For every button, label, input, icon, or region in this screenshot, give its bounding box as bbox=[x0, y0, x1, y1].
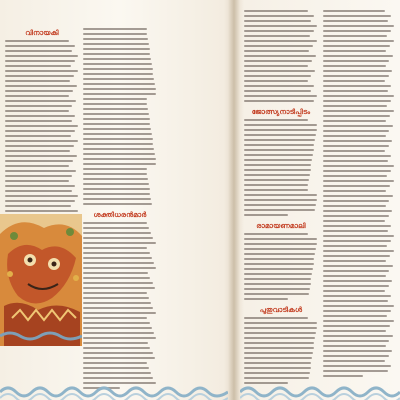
text-line-placeholder bbox=[323, 255, 390, 257]
text-line-placeholder bbox=[323, 370, 388, 372]
text-line-placeholder bbox=[5, 70, 78, 72]
text-line-placeholder bbox=[323, 315, 387, 317]
text-line-placeholder bbox=[323, 215, 389, 217]
text-line-placeholder bbox=[323, 310, 391, 312]
text-line-placeholder bbox=[323, 45, 390, 47]
text-line-placeholder bbox=[83, 342, 148, 344]
text-line-placeholder bbox=[323, 130, 389, 132]
text-line-placeholder bbox=[83, 98, 147, 100]
text-line-placeholder bbox=[83, 43, 149, 45]
text-line-placeholder bbox=[83, 257, 152, 259]
text-line-placeholder bbox=[323, 360, 385, 362]
text-line-placeholder bbox=[323, 35, 387, 37]
text-line-placeholder bbox=[5, 110, 69, 112]
text-line-placeholder bbox=[244, 204, 316, 206]
text-line-placeholder bbox=[323, 140, 392, 142]
text-line-placeholder bbox=[323, 85, 391, 87]
text-line-placeholder bbox=[323, 125, 393, 127]
text-line-placeholder bbox=[83, 83, 155, 85]
text-line-placeholder bbox=[244, 65, 308, 67]
page-gutter bbox=[228, 0, 240, 400]
text-line-placeholder bbox=[323, 95, 394, 97]
text-line-placeholder bbox=[5, 60, 75, 62]
text-line-placeholder bbox=[323, 300, 388, 302]
text-line-placeholder bbox=[83, 193, 150, 195]
text-line-placeholder bbox=[83, 277, 150, 279]
text-line-placeholder bbox=[244, 60, 312, 62]
text-line-placeholder bbox=[5, 75, 74, 77]
text-line-placeholder bbox=[83, 377, 153, 379]
text-line-placeholder bbox=[83, 58, 151, 60]
text-line-placeholder bbox=[244, 209, 315, 211]
text-line-placeholder bbox=[323, 30, 391, 32]
text-line-placeholder bbox=[323, 190, 386, 192]
text-line-placeholder bbox=[323, 145, 389, 147]
text-line-placeholder bbox=[323, 375, 363, 377]
text-line-placeholder bbox=[244, 327, 317, 329]
text-line-placeholder bbox=[5, 175, 72, 177]
text-line-placeholder bbox=[244, 238, 317, 240]
text-line-placeholder bbox=[244, 352, 313, 354]
text-line-placeholder bbox=[83, 88, 156, 90]
text-line-placeholder bbox=[244, 85, 314, 87]
heading-vinayaki: വിനായകി bbox=[25, 29, 59, 37]
text-line-placeholder bbox=[323, 185, 390, 187]
text-line-placeholder bbox=[83, 352, 153, 354]
text-line-placeholder bbox=[83, 183, 149, 185]
text-line-placeholder bbox=[83, 93, 156, 95]
text-line-placeholder bbox=[323, 10, 385, 12]
text-line-placeholder bbox=[323, 275, 386, 277]
text-line-placeholder bbox=[83, 292, 147, 294]
text-line-placeholder bbox=[244, 30, 314, 32]
text-line-placeholder bbox=[244, 273, 312, 275]
text-line-placeholder bbox=[323, 350, 392, 352]
text-line-placeholder bbox=[83, 327, 152, 329]
text-line-placeholder bbox=[323, 320, 394, 322]
text-line-placeholder bbox=[323, 25, 394, 27]
text-line-placeholder bbox=[83, 148, 154, 150]
text-line-placeholder bbox=[5, 125, 78, 127]
text-line-placeholder bbox=[323, 55, 393, 57]
text-line-placeholder bbox=[244, 149, 314, 151]
text-line-placeholder bbox=[83, 222, 147, 224]
text-line-placeholder bbox=[323, 80, 385, 82]
text-line-placeholder bbox=[83, 262, 154, 264]
text-line-placeholder bbox=[323, 340, 389, 342]
text-line-placeholder bbox=[244, 169, 311, 171]
text-line-placeholder bbox=[83, 317, 147, 319]
heading-ramayanamali: രാമായണമാലി bbox=[256, 222, 306, 230]
text-line-placeholder bbox=[323, 155, 391, 157]
text-line-placeholder bbox=[5, 180, 69, 182]
text-line-placeholder bbox=[244, 55, 316, 57]
text-line-placeholder bbox=[244, 263, 314, 265]
text-line-placeholder bbox=[83, 163, 156, 165]
text-line-placeholder bbox=[323, 135, 386, 137]
heading-shakthidharanmar: ശക്തിധരൻമാർ bbox=[93, 211, 147, 219]
text-line-placeholder bbox=[83, 113, 149, 115]
text-line-placeholder bbox=[244, 243, 317, 245]
text-line-placeholder bbox=[5, 130, 75, 132]
text-line-placeholder bbox=[5, 190, 72, 192]
text-line-placeholder bbox=[5, 115, 75, 117]
text-line-placeholder bbox=[5, 155, 77, 157]
text-line-placeholder bbox=[244, 347, 314, 349]
text-line-placeholder bbox=[323, 365, 391, 367]
text-line-placeholder bbox=[244, 119, 308, 121]
heading-jothsyanadi: ജോത്സ്യനാടിപ്പിടം bbox=[251, 108, 311, 116]
text-line-placeholder bbox=[83, 322, 150, 324]
text-line-placeholder bbox=[83, 227, 149, 229]
text-line-placeholder bbox=[323, 200, 389, 202]
text-line-placeholder bbox=[244, 268, 313, 270]
text-line-placeholder bbox=[5, 195, 78, 197]
text-line-placeholder bbox=[5, 165, 69, 167]
text-line-placeholder bbox=[83, 173, 147, 175]
text-line-placeholder bbox=[83, 287, 155, 289]
text-line-placeholder bbox=[5, 135, 71, 137]
text-line-placeholder bbox=[244, 10, 308, 12]
text-line-placeholder bbox=[244, 322, 317, 324]
text-line-placeholder bbox=[83, 128, 151, 130]
text-line-placeholder bbox=[5, 40, 69, 42]
text-line-placeholder bbox=[83, 28, 147, 30]
text-line-placeholder bbox=[83, 267, 156, 269]
text-line-placeholder bbox=[323, 150, 385, 152]
text-line-placeholder bbox=[323, 180, 394, 182]
text-line-placeholder bbox=[323, 270, 389, 272]
text-line-placeholder bbox=[83, 232, 151, 234]
left-page-column-1 bbox=[5, 28, 79, 220]
text-line-placeholder bbox=[83, 252, 150, 254]
text-line-placeholder bbox=[83, 282, 153, 284]
text-line-placeholder bbox=[323, 165, 394, 167]
text-line-placeholder bbox=[5, 65, 71, 67]
text-line-placeholder bbox=[83, 123, 150, 125]
text-line-placeholder bbox=[5, 210, 78, 212]
text-line-placeholder bbox=[83, 188, 150, 190]
text-line-placeholder bbox=[244, 144, 314, 146]
text-line-placeholder bbox=[323, 265, 393, 267]
text-line-placeholder bbox=[323, 260, 386, 262]
left-page-column-2 bbox=[83, 28, 157, 392]
text-line-placeholder bbox=[244, 90, 311, 92]
text-line-placeholder bbox=[83, 272, 148, 274]
text-line-placeholder bbox=[83, 63, 152, 65]
text-line-placeholder bbox=[83, 198, 151, 200]
text-line-placeholder bbox=[83, 302, 151, 304]
text-line-placeholder bbox=[83, 312, 156, 314]
text-line-placeholder bbox=[244, 332, 316, 334]
text-line-placeholder bbox=[323, 100, 391, 102]
text-line-placeholder bbox=[83, 168, 147, 170]
text-line-placeholder bbox=[83, 103, 147, 105]
text-line-placeholder bbox=[244, 75, 311, 77]
text-line-placeholder bbox=[323, 210, 392, 212]
text-line-placeholder bbox=[244, 298, 288, 300]
text-line-placeholder bbox=[323, 325, 390, 327]
text-line-placeholder bbox=[244, 179, 309, 181]
text-line-placeholder bbox=[244, 367, 311, 369]
text-line-placeholder bbox=[244, 362, 311, 364]
text-line-placeholder bbox=[244, 139, 315, 141]
text-line-placeholder bbox=[323, 235, 394, 237]
text-line-placeholder bbox=[83, 33, 147, 35]
text-line-placeholder bbox=[244, 377, 309, 379]
text-line-placeholder bbox=[244, 159, 312, 161]
text-line-placeholder bbox=[244, 184, 308, 186]
text-line-placeholder bbox=[244, 278, 311, 280]
text-line-placeholder bbox=[244, 70, 315, 72]
text-line-placeholder bbox=[244, 283, 311, 285]
text-line-placeholder bbox=[5, 150, 70, 152]
text-line-placeholder bbox=[323, 50, 386, 52]
text-line-placeholder bbox=[323, 335, 393, 337]
text-line-placeholder bbox=[323, 115, 390, 117]
text-line-placeholder bbox=[83, 38, 148, 40]
text-line-placeholder bbox=[5, 205, 71, 207]
text-line-placeholder bbox=[5, 95, 69, 97]
text-line-placeholder bbox=[323, 280, 392, 282]
text-line-placeholder bbox=[5, 80, 70, 82]
text-line-placeholder bbox=[323, 160, 388, 162]
text-line-placeholder bbox=[5, 100, 76, 102]
text-line-placeholder bbox=[244, 214, 288, 216]
text-line-placeholder bbox=[5, 85, 77, 87]
text-line-placeholder bbox=[323, 195, 393, 197]
text-line-placeholder bbox=[244, 100, 314, 102]
text-line-placeholder bbox=[244, 174, 310, 176]
text-line-placeholder bbox=[323, 290, 385, 292]
text-line-placeholder bbox=[244, 233, 308, 235]
text-line-placeholder bbox=[323, 120, 386, 122]
text-line-placeholder bbox=[244, 342, 314, 344]
text-line-placeholder bbox=[323, 240, 391, 242]
text-line-placeholder bbox=[83, 78, 154, 80]
text-line-placeholder bbox=[244, 253, 315, 255]
text-line-placeholder bbox=[323, 65, 386, 67]
text-line-placeholder bbox=[83, 133, 152, 135]
text-line-placeholder bbox=[83, 357, 155, 359]
text-line-placeholder bbox=[244, 189, 308, 191]
text-line-placeholder bbox=[323, 175, 387, 177]
text-line-placeholder bbox=[5, 50, 72, 52]
text-line-placeholder bbox=[323, 75, 389, 77]
text-line-placeholder bbox=[244, 194, 317, 196]
text-line-placeholder bbox=[244, 258, 314, 260]
text-line-placeholder bbox=[5, 45, 75, 47]
text-line-placeholder bbox=[83, 118, 150, 120]
text-line-placeholder bbox=[323, 60, 389, 62]
text-line-placeholder bbox=[5, 170, 76, 172]
text-line-placeholder bbox=[323, 250, 394, 252]
text-line-placeholder bbox=[244, 40, 317, 42]
text-line-placeholder bbox=[83, 332, 154, 334]
text-line-placeholder bbox=[83, 307, 153, 309]
text-line-placeholder bbox=[323, 170, 391, 172]
text-line-placeholder bbox=[323, 295, 391, 297]
text-line-placeholder bbox=[323, 20, 388, 22]
text-line-placeholder bbox=[83, 143, 153, 145]
text-line-placeholder bbox=[244, 129, 317, 131]
text-line-placeholder bbox=[323, 105, 387, 107]
text-line-placeholder bbox=[244, 80, 308, 82]
text-line-placeholder bbox=[83, 48, 150, 50]
text-line-placeholder bbox=[244, 95, 317, 97]
text-line-placeholder bbox=[83, 297, 149, 299]
text-line-placeholder bbox=[323, 205, 386, 207]
text-line-placeholder bbox=[323, 220, 385, 222]
text-line-placeholder bbox=[83, 203, 152, 205]
text-line-placeholder bbox=[323, 70, 392, 72]
text-line-placeholder bbox=[323, 285, 389, 287]
text-line-placeholder bbox=[83, 53, 150, 55]
left-page-wave-border bbox=[0, 384, 228, 400]
text-line-placeholder bbox=[83, 242, 156, 244]
text-line-placeholder bbox=[244, 124, 317, 126]
text-line-placeholder bbox=[83, 138, 153, 140]
right-page-column-2 bbox=[323, 10, 395, 380]
text-line-placeholder bbox=[244, 248, 316, 250]
text-line-placeholder bbox=[5, 120, 72, 122]
text-line-placeholder bbox=[244, 134, 316, 136]
text-line-placeholder bbox=[83, 347, 150, 349]
text-line-placeholder bbox=[244, 293, 309, 295]
text-line-placeholder bbox=[5, 140, 78, 142]
heading-puthuvadikal: പുതുവാടികൾ bbox=[259, 306, 303, 314]
text-line-placeholder bbox=[83, 337, 156, 339]
text-line-placeholder bbox=[83, 73, 153, 75]
text-line-placeholder bbox=[323, 305, 394, 307]
text-line-placeholder bbox=[323, 90, 388, 92]
text-line-placeholder bbox=[83, 178, 148, 180]
text-line-placeholder bbox=[244, 357, 312, 359]
text-line-placeholder bbox=[244, 288, 310, 290]
text-line-placeholder bbox=[83, 68, 153, 70]
text-line-placeholder bbox=[5, 145, 74, 147]
text-line-placeholder bbox=[5, 185, 75, 187]
text-line-placeholder bbox=[323, 245, 387, 247]
text-line-placeholder bbox=[83, 247, 147, 249]
text-line-placeholder bbox=[5, 55, 78, 57]
text-line-placeholder bbox=[5, 105, 72, 107]
text-line-placeholder bbox=[83, 367, 149, 369]
text-line-placeholder bbox=[244, 337, 315, 339]
text-line-placeholder bbox=[83, 158, 156, 160]
text-line-placeholder bbox=[244, 50, 309, 52]
text-line-placeholder bbox=[83, 153, 155, 155]
text-line-placeholder bbox=[244, 164, 311, 166]
right-page-wave-border bbox=[240, 384, 400, 400]
right-page-column-1 bbox=[244, 10, 318, 387]
decorative-artwork bbox=[0, 214, 82, 346]
text-line-placeholder bbox=[83, 108, 148, 110]
text-line-placeholder bbox=[323, 230, 388, 232]
text-line-placeholder bbox=[244, 372, 310, 374]
text-line-placeholder bbox=[323, 355, 389, 357]
text-line-placeholder bbox=[244, 35, 310, 37]
text-line-placeholder bbox=[244, 154, 313, 156]
text-line-placeholder bbox=[244, 25, 317, 27]
text-line-placeholder bbox=[244, 20, 311, 22]
text-line-placeholder bbox=[5, 160, 73, 162]
text-line-placeholder bbox=[244, 15, 314, 17]
text-line-placeholder bbox=[5, 90, 73, 92]
text-line-placeholder bbox=[323, 110, 394, 112]
text-line-placeholder bbox=[323, 345, 386, 347]
text-line-placeholder bbox=[5, 200, 75, 202]
text-line-placeholder bbox=[244, 199, 317, 201]
text-line-placeholder bbox=[83, 237, 153, 239]
text-line-placeholder bbox=[83, 372, 151, 374]
text-line-placeholder bbox=[83, 362, 147, 364]
text-line-placeholder bbox=[244, 317, 308, 319]
text-line-placeholder bbox=[244, 45, 313, 47]
text-line-placeholder bbox=[323, 330, 386, 332]
text-line-placeholder bbox=[323, 40, 394, 42]
text-line-placeholder bbox=[323, 225, 391, 227]
text-line-placeholder bbox=[323, 15, 391, 17]
